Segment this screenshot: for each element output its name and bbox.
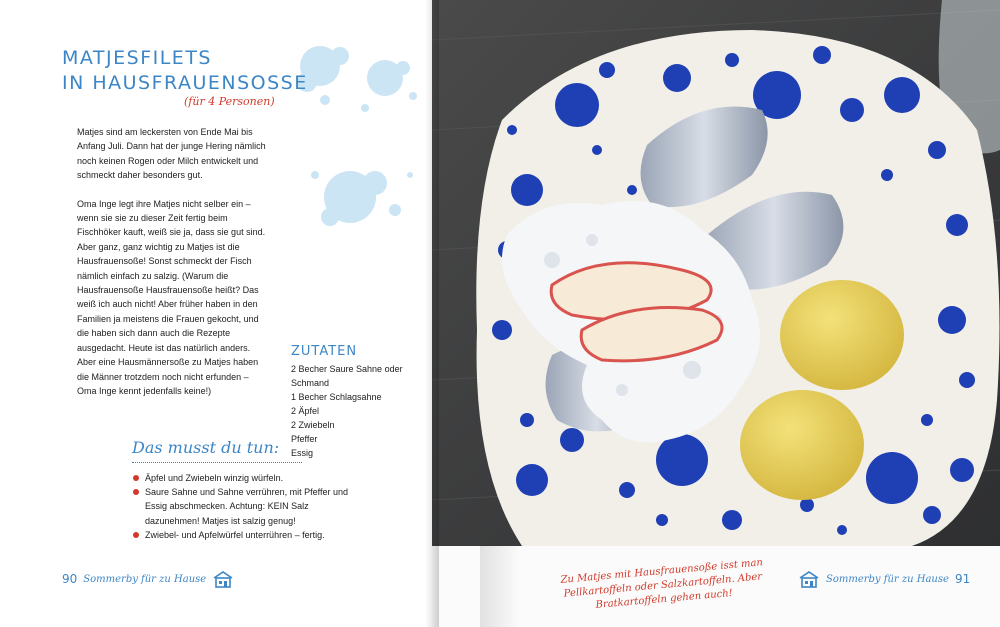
bullet-dot-icon [133,475,139,481]
intro-paragraph: Matjes sind am leckersten von Ende Mai bis Anfang Juli. Dann hat der junge Hering nämlich noch keinen Rogen oder Milch entwickelt und schmeckt daher besonders gut. [77,127,266,181]
intro-paragraph: Oma Inge legt ihre Matjes nicht selber ein – wenn sie sie zu dieser Zeit fertig beim Fischhöker kauft, weiß sie ja, dass sie gut sind. Aber ganz, ganz wichtig zu Matjes ist die Hausfrauensoße! Sonst schmeckt der Fisch nämlich einfach zu salzig. (Warum die Hausfrauensoße Hausfrauensoße heißt? Das weiß ich auch nicht! Aber früher haben in den Familien ja meistens die Frauen gekocht, und die haben sich dann auch die Rezepte ausgedacht. Heute ist das natürlich anders. Aber eine Hausmännersoße zu Matjes haben die Männer trotzdem noch nicht erfunden – Oma Inge kennt jedenfalls keine!) [77,198,266,396]
ingredient-item: 2 Zwiebeln [291,420,335,430]
photo-caption: Zu Matjes mit Hausfrauensoße isst man Pellkartoffeln oder Salzkartoffeln. Aber Bratkartoffeln gehen auch! [560,557,764,611]
house-icon [212,570,234,588]
watercolor-splash-icon [305,155,425,245]
page-gutter [425,0,439,627]
step-text: Zwiebel- und Apfelwürfel unterrühren – fertig. [145,529,325,540]
portion-note: (für 4 Personen) [184,95,275,108]
bullet-dot-icon [133,489,139,495]
ingredient-item: 1 Becher Schlagsahne [291,392,382,402]
step-item [133,485,358,528]
ingredients-heading: ZUTATEN [291,344,358,359]
ingredients-list [291,362,416,460]
steps-heading: Das musst du tun: [132,438,280,457]
series-title: Sommerby für zu Hause [826,573,949,585]
step-text: Äpfel und Zwiebeln winzig würfeln. [145,473,284,483]
page-number: 91 [954,572,971,586]
ingredient-item: 2 Äpfel [291,406,320,416]
series-title: Sommerby für zu Hause [83,573,207,585]
step-item [133,528,358,542]
page-gutter-shadow [480,545,520,627]
ingredient-item: 2 Becher Saure Sahne oder Schmand [291,364,403,388]
recipe-title-line-2: IN HAUSFRAUENSOSSE [62,72,308,94]
recipe-title [62,46,308,96]
steps-underline [132,462,302,464]
footer-right [798,570,970,588]
footer-left [62,570,234,588]
left-page [0,0,432,627]
recipe-title-line-1: MATJESFILETS [62,47,212,69]
house-icon [798,570,820,588]
ingredient-item: Essig [291,448,314,458]
potato [740,390,864,500]
ingredient-item: Pfeffer [291,434,318,444]
intro-text [77,125,269,412]
potato [780,280,904,390]
step-item [133,471,358,485]
step-text: Saure Sahne und Sahne verrühren, mit Pfeffer und Essig abschmecken. Achtung: KEIN Salz dazunehmen! Matjes ist salzig genug! [145,487,348,526]
steps-list [133,471,358,542]
food-photo [432,0,1000,546]
bullet-dot-icon [133,532,139,538]
page-number: 90 [62,572,78,586]
